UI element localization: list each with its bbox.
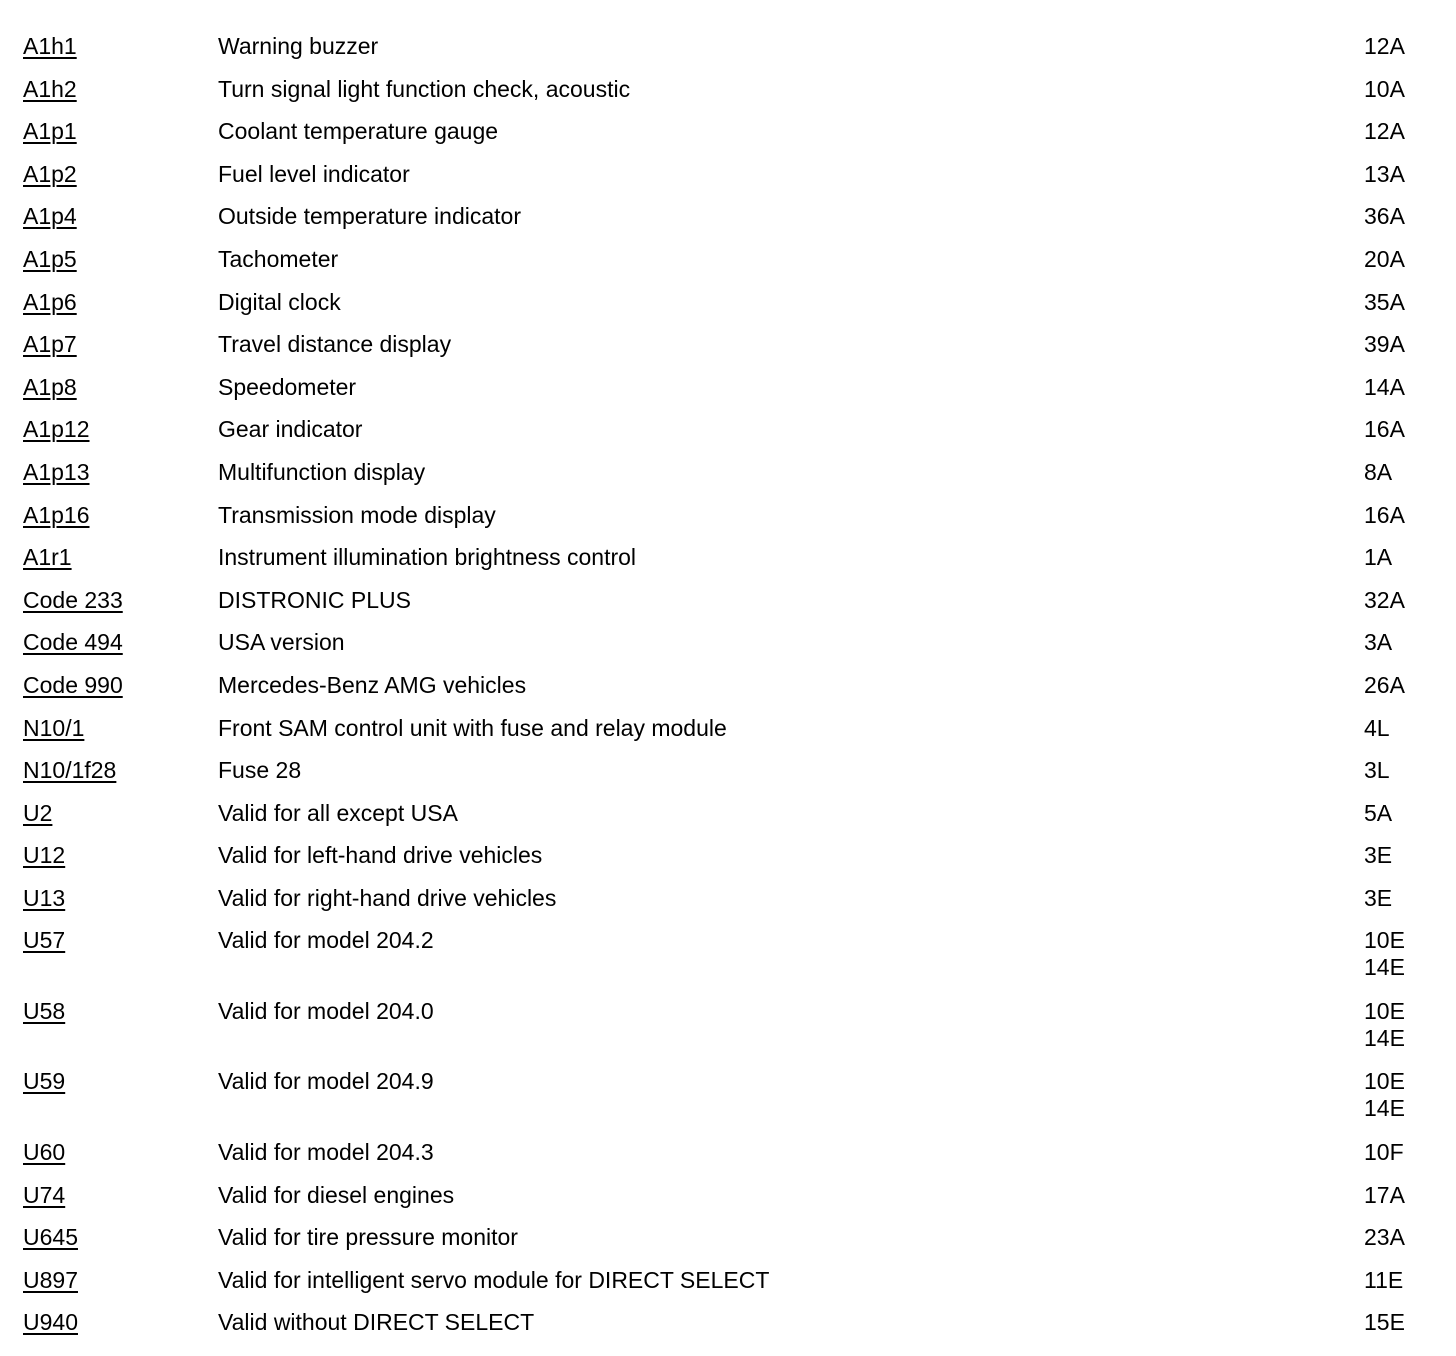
grid-reference-list <box>1364 834 1392 877</box>
component-description: Multifunction display <box>218 458 426 485</box>
legend-row <box>0 1301 1456 1344</box>
legend-row <box>0 877 1456 920</box>
component-code-link[interactable]: U59 <box>23 1068 66 1095</box>
grid-reference-list <box>1364 153 1405 196</box>
grid-reference-list <box>1364 990 1405 1051</box>
grid-reference: 3E <box>1364 842 1393 869</box>
component-description: Tachometer <box>218 245 339 272</box>
legend-row <box>0 536 1456 579</box>
component-description: Valid for left-hand drive vehicles <box>218 842 543 869</box>
grid-reference: 5A <box>1364 799 1393 826</box>
grid-reference: 20A <box>1364 245 1405 272</box>
component-code-link[interactable]: A1h1 <box>23 33 77 59</box>
legend-row <box>0 451 1456 494</box>
legend-row <box>0 1259 1456 1302</box>
grid-reference-list <box>1364 408 1405 451</box>
legend-row <box>0 408 1456 451</box>
legend-row <box>0 919 1456 990</box>
grid-reference: 12A <box>1364 33 1405 59</box>
component-description: Mercedes-Benz AMG vehicles <box>218 671 527 698</box>
component-description: Valid for model 204.0 <box>218 997 434 1024</box>
component-description: Travel distance display <box>218 331 452 358</box>
component-description: Speedometer <box>218 373 357 400</box>
grid-reference-list <box>1364 1301 1405 1344</box>
component-code-link[interactable]: U2 <box>23 799 53 826</box>
component-code-link[interactable]: U57 <box>23 927 66 954</box>
component-code-link[interactable]: A1p12 <box>23 416 90 443</box>
legend-row <box>0 68 1456 111</box>
component-code-link[interactable]: A1p8 <box>23 373 77 400</box>
grid-reference-list <box>1364 792 1392 835</box>
component-description: Valid for tire pressure monitor <box>218 1224 518 1251</box>
legend-row <box>0 153 1456 196</box>
grid-reference-list <box>1364 110 1405 153</box>
component-description: Valid for diesel engines <box>218 1181 455 1208</box>
legend-row <box>0 579 1456 622</box>
grid-reference-list <box>1364 1131 1404 1174</box>
legend-row <box>0 1060 1456 1131</box>
grid-reference-list <box>1364 25 1405 68</box>
legend-row <box>0 834 1456 877</box>
component-description: Valid for right-hand drive vehicles <box>218 884 557 911</box>
grid-reference: 36A <box>1364 203 1405 230</box>
grid-reference: 39A <box>1364 331 1405 358</box>
legend-row <box>0 281 1456 324</box>
grid-reference-list <box>1364 707 1390 750</box>
grid-reference-list <box>1364 451 1392 494</box>
component-description: Valid for intelligent servo module for DIRECT SELECT <box>218 1266 770 1293</box>
grid-reference-list <box>1364 877 1392 920</box>
legend-row <box>0 323 1456 366</box>
component-code-link[interactable]: A1p16 <box>23 501 90 528</box>
grid-reference: 8A <box>1364 458 1393 485</box>
grid-reference: 15E <box>1364 1309 1405 1336</box>
grid-reference-list <box>1364 1174 1405 1217</box>
component-code-link[interactable]: A1p4 <box>23 203 77 230</box>
grid-reference: 14A <box>1364 373 1405 400</box>
component-code-link[interactable]: A1h2 <box>23 75 77 102</box>
component-code-link[interactable]: U12 <box>23 842 66 869</box>
component-description: Transmission mode display <box>218 501 496 528</box>
legend-row <box>0 25 1456 68</box>
component-description: Front SAM control unit with fuse and relay module <box>218 714 727 741</box>
grid-reference: 14E <box>1364 1095 1405 1122</box>
grid-reference-list <box>1364 323 1405 366</box>
legend-row <box>0 110 1456 153</box>
grid-reference-list <box>1364 1259 1403 1302</box>
component-description: Coolant temperature gauge <box>218 118 499 145</box>
component-description: Gear indicator <box>218 416 363 443</box>
grid-reference: 26A <box>1364 671 1405 698</box>
grid-reference-list <box>1364 195 1405 238</box>
grid-reference: 14E <box>1364 954 1405 981</box>
grid-reference: 10A <box>1364 75 1405 102</box>
component-code-link[interactable]: U60 <box>23 1138 66 1165</box>
grid-reference: 10F <box>1364 1138 1404 1165</box>
grid-reference: 10E <box>1364 1068 1405 1095</box>
component-code-link[interactable]: Code 233 <box>23 586 123 613</box>
component-code-link[interactable]: U74 <box>23 1181 66 1208</box>
legend-row <box>0 494 1456 537</box>
grid-reference: 10E <box>1364 997 1405 1024</box>
component-description: Valid without DIRECT SELECT <box>218 1309 535 1336</box>
component-code-link[interactable]: U58 <box>23 997 66 1024</box>
legend-row <box>0 366 1456 409</box>
grid-reference-list <box>1364 281 1405 324</box>
legend-row <box>0 621 1456 664</box>
grid-reference-list <box>1364 1216 1405 1259</box>
component-description: DISTRONIC PLUS <box>218 586 411 613</box>
legend-row <box>0 1174 1456 1217</box>
component-description: Fuel level indicator <box>218 160 410 187</box>
grid-reference-list <box>1364 494 1405 537</box>
component-description: Valid for model 204.2 <box>218 927 434 954</box>
component-code-link[interactable]: N10/1 <box>23 714 85 741</box>
grid-reference: 3L <box>1364 757 1390 784</box>
grid-reference: 10E <box>1364 927 1405 954</box>
component-code-link[interactable]: Code 990 <box>23 671 123 698</box>
component-code-link[interactable]: A1p6 <box>23 288 77 315</box>
component-code-link[interactable]: N10/1f28 <box>23 757 117 784</box>
legend-row <box>0 238 1456 281</box>
grid-reference: 4L <box>1364 714 1390 741</box>
component-description: Outside temperature indicator <box>218 203 521 230</box>
grid-reference: 16A <box>1364 416 1405 443</box>
component-legend <box>0 25 1456 1344</box>
grid-reference: 3A <box>1364 629 1393 656</box>
component-description: Instrument illumination brightness control <box>218 544 637 571</box>
grid-reference-list <box>1364 238 1405 281</box>
component-description: Fuse 28 <box>218 757 302 784</box>
component-description: Valid for model 204.3 <box>218 1138 434 1165</box>
component-description: Valid for all except USA <box>218 799 458 826</box>
component-code-link[interactable]: A1p13 <box>23 458 90 485</box>
component-code-link[interactable]: U13 <box>23 884 66 911</box>
grid-reference: 35A <box>1364 288 1405 315</box>
component-code-link[interactable]: A1p5 <box>23 245 77 272</box>
component-code-link[interactable]: A1r1 <box>23 544 72 571</box>
grid-reference: 23A <box>1364 1224 1405 1251</box>
grid-reference-list <box>1364 68 1405 111</box>
component-code-link[interactable]: U897 <box>23 1266 78 1293</box>
grid-reference: 1A <box>1364 544 1393 571</box>
legend-row <box>0 195 1456 238</box>
component-description: Turn signal light function check, acoustic <box>218 75 631 102</box>
legend-row <box>0 1216 1456 1259</box>
legend-row <box>0 664 1456 707</box>
grid-reference-list <box>1364 1060 1405 1122</box>
component-code-link[interactable]: A1p2 <box>23 160 77 187</box>
grid-reference: 3E <box>1364 884 1393 911</box>
component-description: Warning buzzer <box>218 33 379 59</box>
grid-reference-list <box>1364 919 1405 981</box>
component-description: USA version <box>218 629 345 656</box>
grid-reference: 13A <box>1364 160 1405 187</box>
grid-reference: 32A <box>1364 586 1405 613</box>
component-code-link[interactable]: Code 494 <box>23 629 123 656</box>
grid-reference: 16A <box>1364 501 1405 528</box>
legend-row <box>0 990 1456 1061</box>
component-code-link[interactable]: U940 <box>23 1309 78 1336</box>
grid-reference-list <box>1364 366 1405 409</box>
component-code-link[interactable]: A1p7 <box>23 331 77 358</box>
grid-reference: 17A <box>1364 1181 1405 1208</box>
component-description: Valid for model 204.9 <box>218 1068 434 1095</box>
legend-row <box>0 749 1456 792</box>
legend-row <box>0 792 1456 835</box>
component-code-link[interactable]: A1p1 <box>23 118 77 145</box>
component-description: Digital clock <box>218 288 341 315</box>
component-code-link[interactable]: U645 <box>23 1224 78 1251</box>
grid-reference: 12A <box>1364 118 1405 145</box>
grid-reference: 11E <box>1364 1266 1404 1293</box>
grid-reference-list <box>1364 536 1392 579</box>
grid-reference-list <box>1364 749 1390 792</box>
grid-reference-list <box>1364 664 1405 707</box>
grid-reference: 14E <box>1364 1024 1405 1051</box>
grid-reference-list <box>1364 621 1392 664</box>
legend-row <box>0 707 1456 750</box>
grid-reference-list <box>1364 579 1405 622</box>
legend-row <box>0 1131 1456 1174</box>
